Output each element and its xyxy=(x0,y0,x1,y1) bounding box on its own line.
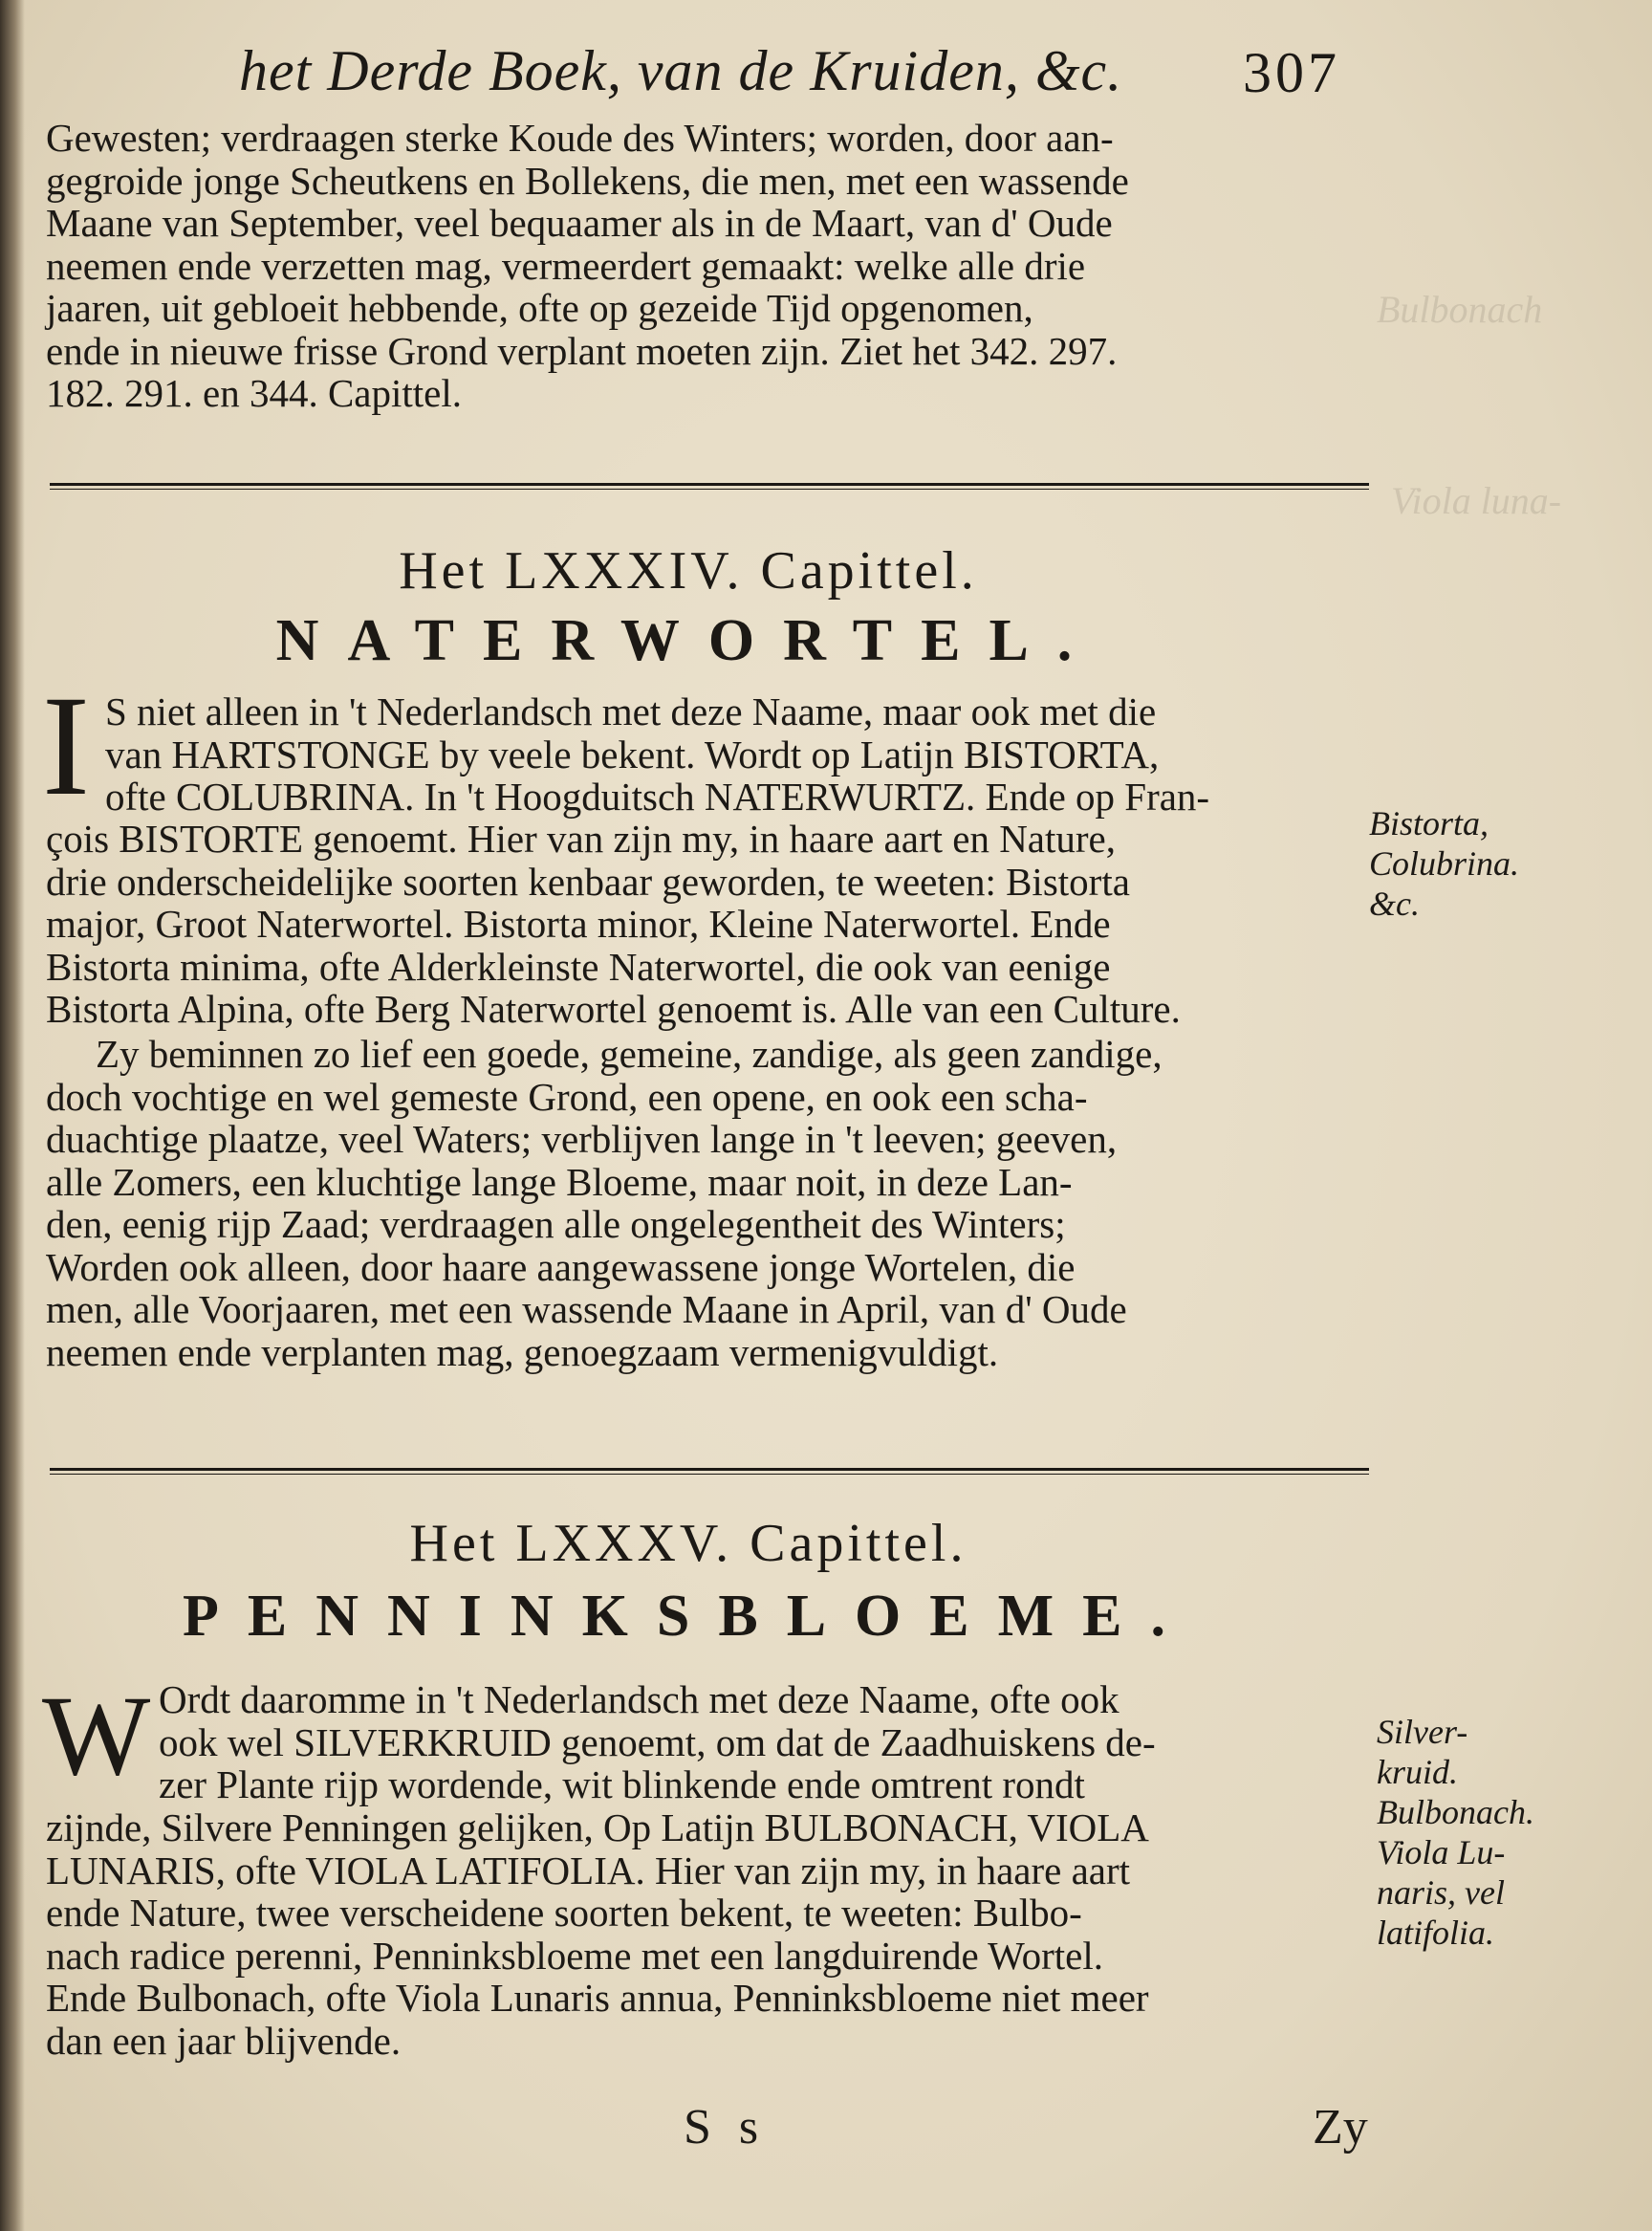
section-divider xyxy=(50,483,1369,486)
text-line: ofte COLUBRINA. In 't Hoogduitsch NATERWURTZ. Ende op Fran- xyxy=(105,775,1210,819)
chapter-paragraph xyxy=(46,818,1365,1031)
text-line: doch vochtige en wel gemeste Grond, een opene, en ook een scha- xyxy=(46,1074,1088,1119)
text-line: neemen ende verplanten mag, genoegzaam vermenigvuldigt. xyxy=(46,1329,999,1374)
margin-line: Colubrina. xyxy=(1369,844,1520,883)
margin-line: &c. xyxy=(1369,885,1420,923)
chapter-paragraph xyxy=(46,1806,1365,2062)
text-line: neemen ende verzetten mag, vermeerdert gemaakt: welke alle drie xyxy=(46,243,1086,288)
book-spine-shadow xyxy=(0,0,25,2231)
chapter-title: NATERWORTEL. xyxy=(275,608,1101,673)
section-divider xyxy=(50,1468,1369,1471)
catchword: Zy xyxy=(1313,2100,1368,2154)
chapter-paragraph xyxy=(46,690,1365,819)
text-line: alle Zomers, een kluchtige lange Bloeme, maar noit, in deze Lan- xyxy=(46,1159,1073,1204)
text-line: Bistorta Alpina, ofte Berg Naterwortel genoemt is. Alle van een Culture. xyxy=(46,987,1181,1031)
intro-paragraph xyxy=(46,117,1365,415)
chapter-heading: Het LXXXV. Capittel. xyxy=(409,1514,967,1573)
margin-line: kruid. xyxy=(1377,1753,1458,1791)
text-line: çois BISTORTE genoemt. Hier van zijn my, in haare aart en Nature, xyxy=(46,817,1116,861)
text-line: nach radice perenni, Penninksbloeme met een langduirende Wortel. xyxy=(46,1933,1103,1978)
text-line: jaaren, uit gebloeit hebbende, ofte op gezeide Tijd opgenomen, xyxy=(46,286,1033,330)
text-line: men, alle Voorjaaren, met een wassende Maane in April, van d' Oude xyxy=(46,1287,1127,1331)
text-line: Maane van September, veel bequaamer als in de Maart, van d' Oude xyxy=(46,201,1113,245)
text-line: Bistorta minima, ofte Alderkleinste Naterwortel, die ook van eenige xyxy=(46,944,1111,989)
bleed-through-text: Bulbonach xyxy=(1377,288,1543,331)
running-title: het Derde Boek, van de Kruiden, &c. xyxy=(239,39,1123,102)
margin-line: naris, vel xyxy=(1377,1873,1505,1912)
page-number: 307 xyxy=(1243,41,1340,104)
text-line: Gewesten; verdraagen sterke Koude des Winters; worden, door aan- xyxy=(46,116,1114,160)
margin-note xyxy=(1377,1712,1534,1953)
chapter-title: PENNINKSBLOEME. xyxy=(182,1584,1195,1649)
drop-capital: W xyxy=(42,1672,151,1799)
margin-line: Silver- xyxy=(1377,1713,1468,1751)
text-line: Ordt daaromme in 't Nederlandsch met deze Naame, ofte ook xyxy=(159,1677,1119,1721)
text-line: zer Plante rijp wordende, wit blinkende ende omtrent rondt xyxy=(159,1762,1085,1806)
text-line: major, Groot Naterwortel. Bistorta minor, Kleine Naterwortel. Ende xyxy=(46,902,1111,946)
text-line: 182. 291. en 344. Capittel. xyxy=(46,371,463,415)
text-line: dan een jaar blijvende. xyxy=(46,2018,402,2063)
text-line: S niet alleen in 't Nederlandsch met deze Naame, maar ook met die xyxy=(105,689,1157,733)
text-line: van HARTSTONGE by veele bekent. Wordt op Latijn BISTORTA, xyxy=(105,732,1160,776)
signature-mark: S s xyxy=(684,2100,767,2154)
chapter-paragraph xyxy=(46,1678,1365,1806)
text-line: Ende Bulbonach, ofte Viola Lunaris annua, Penninksbloeme niet meer xyxy=(46,1976,1149,2020)
text-line: Worden ook alleen, door haare aangewassene jonge Wortelen, die xyxy=(46,1244,1076,1289)
text-line: duachtige plaatze, veel Waters; verblijven lange in 't leeven; geeven, xyxy=(46,1117,1118,1161)
text-line: Zy beminnen zo lief een goede, gemeine, zandige, als geen zandige, xyxy=(96,1032,1163,1076)
drop-capital: I xyxy=(42,667,90,825)
margin-line: latifolia. xyxy=(1377,1914,1495,1952)
margin-line: Bistorta, xyxy=(1369,804,1489,842)
text-line: ook wel SILVERKRUID genoemt, om dat de Zaadhuiskens de- xyxy=(159,1719,1156,1764)
text-line: ende in nieuwe frisse Grond verplant moeten zijn. Ziet het 342. 297. xyxy=(46,328,1118,373)
bleed-through-text: Viola luna- xyxy=(1391,479,1562,522)
margin-line: Viola Lu- xyxy=(1377,1833,1506,1871)
text-line: drie onderscheidelijke soorten kenbaar geworden, te weeten: Bistorta xyxy=(46,859,1130,904)
margin-note xyxy=(1369,803,1519,924)
text-line: zijnde, Silvere Penningen gelijken, Op Latijn BULBONACH, VIOLA xyxy=(46,1805,1149,1849)
text-line: gegroide jonge Scheutkens en Bollekens, die men, met een wassende xyxy=(46,158,1129,203)
margin-line: Bulbonach. xyxy=(1377,1793,1534,1831)
text-line: ende Nature, twee verscheidene soorten bekent, te weeten: Bulbo- xyxy=(46,1891,1082,1935)
chapter-heading: Het LXXXIV. Capittel. xyxy=(399,541,978,601)
text-line: den, eenig rijp Zaad; verdraagen alle ongelegentheit des Winters; xyxy=(46,1202,1066,1246)
chapter-paragraph xyxy=(46,1033,1365,1373)
text-line: LUNARIS, ofte VIOLA LATIFOLIA. Hier van zijn my, in haare aart xyxy=(46,1848,1131,1892)
